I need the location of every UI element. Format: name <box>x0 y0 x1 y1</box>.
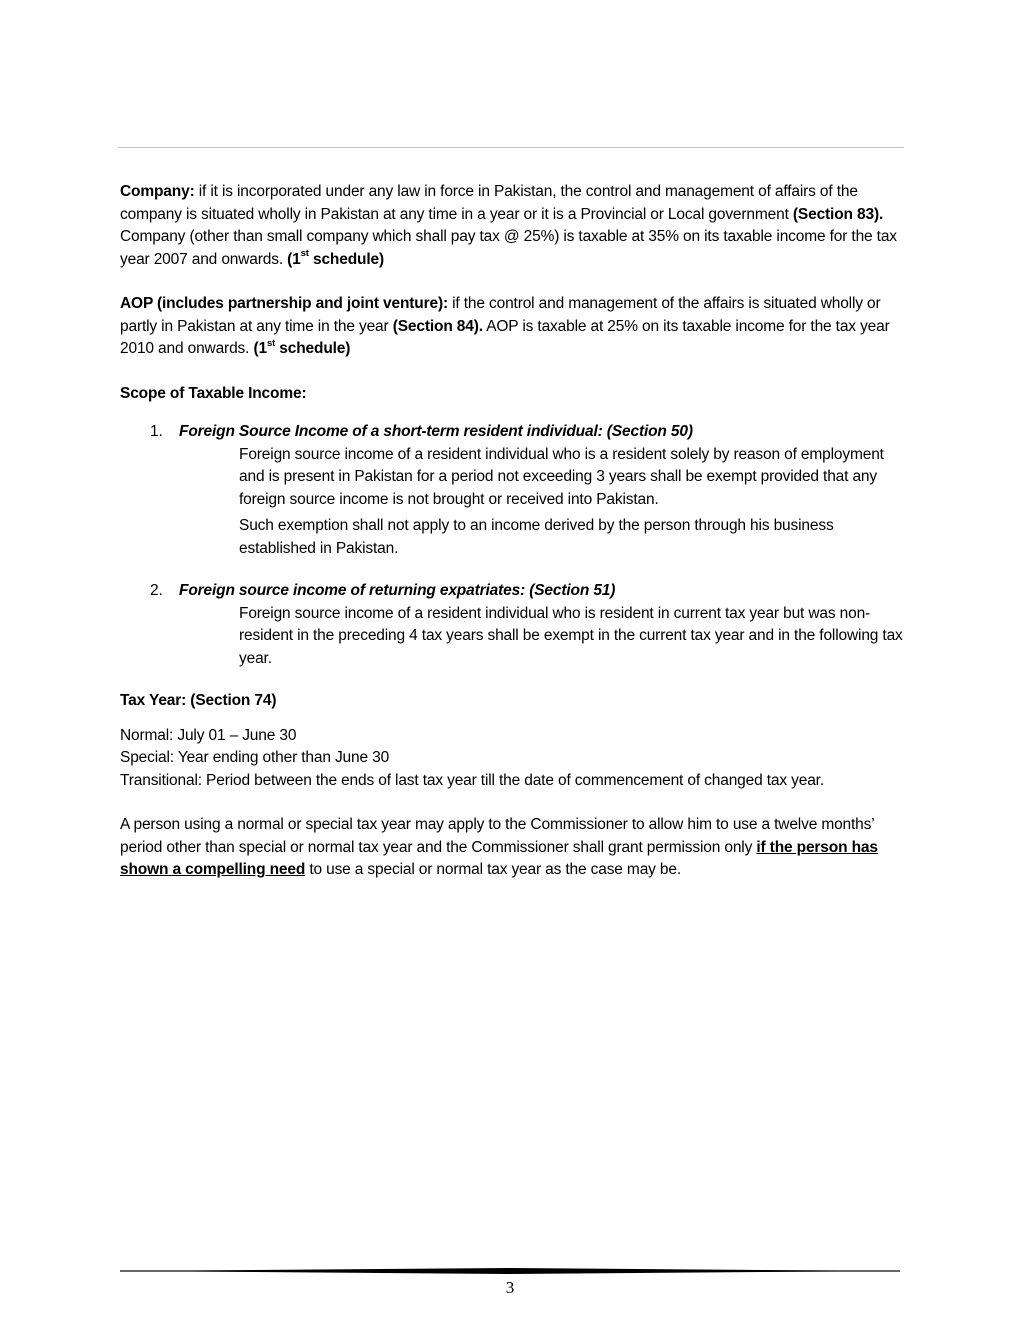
aop-schedule-ref: (1st schedule) <box>253 337 351 357</box>
list-item-title: Foreign source income of returning expatriates: (Section 51) <box>179 582 616 599</box>
tax-year-normal: Normal: July 01 – June 30 <box>120 726 297 744</box>
company-section-ref: (Section 83). <box>792 205 884 223</box>
page-content <box>120 181 910 882</box>
tax-year-transitional: Transitional: Period between the ends of last tax year till the date of commencement of changed tax year. <box>120 771 824 789</box>
list-item-number: 2. <box>150 582 163 599</box>
list-item <box>120 580 910 670</box>
list-item <box>120 421 910 560</box>
list-item-title: Foreign Source Income of a short-term resident individual: (Section 50) <box>179 423 693 440</box>
list-item-paragraph: Such exemption shall not apply to an income derived by the person through his business established in Pakistan. <box>239 517 834 557</box>
list-item-number: 1. <box>150 423 163 440</box>
aop-section-ref: (Section 84). <box>392 317 483 335</box>
header-rule <box>118 147 904 148</box>
list-item-paragraph: Foreign source income of a resident individual who is resident in current tax year but was non-resident in the preceding 4 tax years shall be exempt in the current tax year and in the following tax year. <box>239 604 903 667</box>
scope-heading: Scope of Taxable Income: <box>120 384 307 402</box>
page-number: 3 <box>505 1278 515 1297</box>
aop-text-1: if the control and management of the affairs is situated wholly or partly in Pakistan at any time in the year <box>120 295 881 335</box>
list-item-body <box>179 444 910 561</box>
footer-rule-graphic <box>120 1268 900 1274</box>
compelling-need-emphasis: if the person has shown a compelling need <box>120 838 878 878</box>
list-item-paragraph: Foreign source income of a resident individual who is a resident solely by reason of employment and is present in Pakistan for a period not exceeding 3 years shall be exempt provided that any foreign source income is not brought or received into Pakistan. <box>239 445 884 508</box>
list-item-body <box>179 603 910 671</box>
company-label: Company: <box>120 183 195 200</box>
company-text-1: if it is incorporated under any law in force in Pakistan, the control and management of affairs of the company is situated wholly in Pakistan at any time in a year or it is a Provincial or Local government <box>120 183 858 223</box>
company-schedule-ref: (1st schedule) <box>287 248 384 268</box>
footer-rule <box>120 1268 900 1274</box>
tax-year-heading: Tax Year: (Section 74) <box>120 692 277 709</box>
aop-paragraph <box>120 293 910 361</box>
aop-text-2: AOP is taxable at 25% on its taxable income for the tax year 2010 and onwards. <box>120 317 890 357</box>
tax-year-special: Special: Year ending other than June 30 <box>120 749 390 766</box>
scope-list <box>120 421 910 670</box>
tax-year-permission-paragraph: A person using a normal or special tax year may apply to the Commissioner to allow him to use a twelve months’ period other than special or normal tax year and the Commissioner shall grant permission only if the person has shown a compelling need to use a special or normal tax year as the case may be. <box>120 816 878 878</box>
company-text-2: Company (other than small company which shall pay tax @ 25%) is taxable at 35% on its taxable income for the tax year 2007 and onwards. <box>120 228 897 268</box>
aop-label: AOP (includes partnership and joint venture): <box>120 295 448 312</box>
company-paragraph <box>120 181 910 271</box>
